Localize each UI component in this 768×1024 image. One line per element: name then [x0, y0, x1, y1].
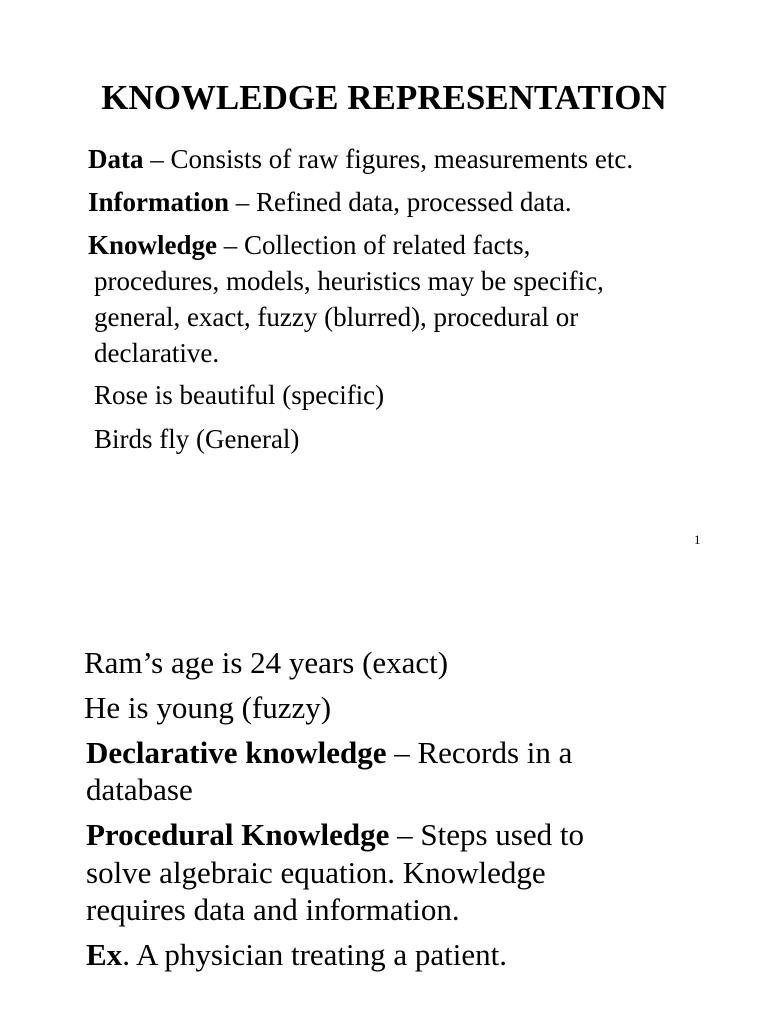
ex-text: . A physician treating a patient.: [122, 937, 508, 972]
example-physician: [86, 936, 507, 974]
page-title: KNOWLEDGE REPRESENTATION: [101, 78, 667, 117]
knowledge-definition-line4: declarative.: [94, 338, 220, 368]
procedural-definition-line3: requires data and information.: [86, 892, 460, 927]
information-definition: [88, 184, 572, 220]
procedural-term: Procedural Knowledge: [86, 817, 390, 852]
data-definition-text: – Consists of raw figures, measurements etc.: [143, 144, 634, 174]
declarative-definition-line2: database: [86, 772, 193, 807]
knowledge-definition: [88, 227, 530, 263]
declarative-definition-text-line1: – Records in a: [386, 735, 573, 770]
knowledge-definition-text-line1: – Collection of related facts,: [217, 230, 531, 260]
knowledge-definition-line3: general, exact, fuzzy (blurred), procedural or: [94, 302, 579, 332]
knowledge-definition-line2: procedures, models, heuristics may be specific,: [94, 266, 604, 296]
page-number: 1: [694, 532, 701, 547]
declarative-knowledge-definition: [86, 734, 572, 772]
declarative-term: Declarative knowledge: [86, 735, 387, 770]
information-term: Information: [88, 187, 229, 217]
ex-term: Ex: [86, 937, 123, 972]
knowledge-term: Knowledge: [88, 230, 218, 260]
information-definition-text: – Refined data, processed data.: [229, 187, 572, 217]
example-exact: Ram’s age is 24 years (exact): [84, 645, 449, 680]
data-definition: [88, 141, 633, 177]
procedural-definition-text-line1: – Steps used to: [389, 817, 584, 852]
procedural-definition-line2: solve algebraic equation. Knowledge: [86, 855, 546, 890]
example-specific: Rose is beautiful (specific): [94, 380, 385, 410]
procedural-knowledge-definition: [86, 816, 584, 854]
example-fuzzy: He is young (fuzzy): [84, 690, 332, 725]
data-term: Data: [88, 144, 144, 174]
example-general: Birds fly (General): [94, 424, 300, 454]
